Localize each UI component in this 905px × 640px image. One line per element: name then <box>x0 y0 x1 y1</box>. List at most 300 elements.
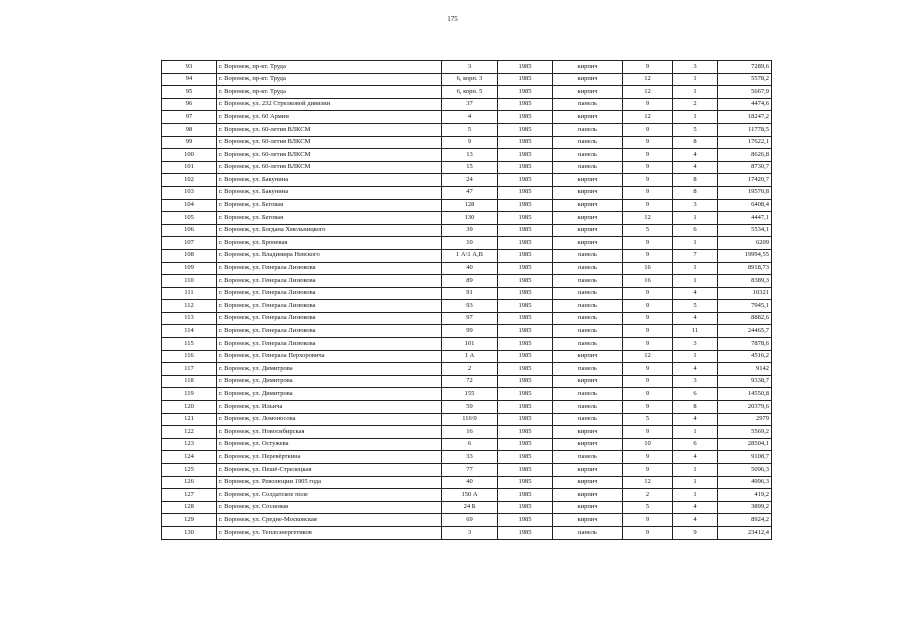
entrances-cell: 5 <box>673 300 718 313</box>
material-cell: кирпич <box>553 489 623 502</box>
year-cell: 1985 <box>498 413 553 426</box>
house-number-cell: 33 <box>442 451 498 464</box>
floors-cell: 5 <box>623 224 673 237</box>
address-cell: г. Воронеж, ул. Бакунина <box>217 186 442 199</box>
year-cell: 1985 <box>498 338 553 351</box>
row-number: 112 <box>162 300 217 313</box>
house-number-cell: 10 <box>442 237 498 250</box>
year-cell: 1985 <box>498 249 553 262</box>
floors-cell: 12 <box>623 86 673 99</box>
year-cell: 1985 <box>498 275 553 288</box>
floors-cell: 9 <box>623 338 673 351</box>
address-cell: г. Воронеж, ул. Димитрова <box>217 388 442 401</box>
entrances-cell: 4 <box>673 161 718 174</box>
house-number-cell: 39 <box>442 224 498 237</box>
material-cell: кирпич <box>553 174 623 187</box>
row-number: 120 <box>162 401 217 414</box>
address-cell: г. Воронеж, ул. Беговая <box>217 199 442 212</box>
row-number: 126 <box>162 476 217 489</box>
material-cell: панель <box>553 149 623 162</box>
table-row <box>162 526 772 539</box>
house-number-cell: 24 <box>442 174 498 187</box>
floors-cell: 12 <box>623 476 673 489</box>
area-cell: 7289,6 <box>718 61 772 74</box>
material-cell: кирпич <box>553 212 623 225</box>
area-cell: 9142 <box>718 363 772 376</box>
material-cell: кирпич <box>553 61 623 74</box>
area-cell: 5534,1 <box>718 224 772 237</box>
house-number-cell: 2 <box>442 363 498 376</box>
address-cell: г. Воронеж, ул. Генерала Лизюкова <box>217 287 442 300</box>
area-cell: 14550,8 <box>718 388 772 401</box>
house-number-cell: 3 <box>442 61 498 74</box>
floors-cell: 9 <box>623 249 673 262</box>
area-cell: 19994,55 <box>718 249 772 262</box>
table-row <box>162 312 772 325</box>
address-cell: г. Воронеж, ул. Революции 1905 года <box>217 476 442 489</box>
table-row <box>162 338 772 351</box>
material-cell: панель <box>553 123 623 136</box>
entrances-cell: 1 <box>673 275 718 288</box>
table-row <box>162 275 772 288</box>
area-cell: 7878,6 <box>718 338 772 351</box>
table-row <box>162 136 772 149</box>
row-number: 129 <box>162 514 217 527</box>
material-cell: кирпич <box>553 464 623 477</box>
area-cell: 20379,6 <box>718 401 772 414</box>
house-number-cell: 6 <box>442 438 498 451</box>
entrances-cell: 3 <box>673 199 718 212</box>
entrances-cell: 4 <box>673 312 718 325</box>
house-number-cell: 6, корп. 3 <box>442 73 498 86</box>
material-cell: панель <box>553 312 623 325</box>
year-cell: 1985 <box>498 489 553 502</box>
house-number-cell: 15 <box>442 161 498 174</box>
floors-cell: 9 <box>623 136 673 149</box>
row-number: 130 <box>162 526 217 539</box>
table-row <box>162 224 772 237</box>
material-cell: кирпич <box>553 514 623 527</box>
table-row <box>162 501 772 514</box>
floors-cell: 12 <box>623 212 673 225</box>
table-row <box>162 363 772 376</box>
row-number: 128 <box>162 501 217 514</box>
table-row <box>162 300 772 313</box>
floors-cell: 9 <box>623 401 673 414</box>
table-row <box>162 375 772 388</box>
house-number-cell: 77 <box>442 464 498 477</box>
row-number: 101 <box>162 161 217 174</box>
floors-cell: 9 <box>623 161 673 174</box>
floors-cell: 9 <box>623 312 673 325</box>
row-number: 105 <box>162 212 217 225</box>
material-cell: кирпич <box>553 476 623 489</box>
entrances-cell: 3 <box>673 61 718 74</box>
row-number: 102 <box>162 174 217 187</box>
entrances-cell: 6 <box>673 438 718 451</box>
area-cell: 17420,7 <box>718 174 772 187</box>
address-cell: г. Воронеж, ул. 60-летия ВЛКСМ <box>217 149 442 162</box>
row-number: 117 <box>162 363 217 376</box>
floors-cell: 9 <box>623 237 673 250</box>
table-row <box>162 161 772 174</box>
address-cell: г. Воронеж, ул. Генерала Лизюкова <box>217 262 442 275</box>
material-cell: кирпич <box>553 111 623 124</box>
area-cell: 8918,73 <box>718 262 772 275</box>
area-cell: 8730,7 <box>718 161 772 174</box>
year-cell: 1985 <box>498 73 553 86</box>
year-cell: 1985 <box>498 61 553 74</box>
entrances-cell: 4 <box>673 363 718 376</box>
row-number: 113 <box>162 312 217 325</box>
table-row <box>162 123 772 136</box>
table-row <box>162 388 772 401</box>
row-number: 103 <box>162 186 217 199</box>
entrances-cell: 1 <box>673 464 718 477</box>
house-number-cell: 99 <box>442 325 498 338</box>
area-cell: 8882,6 <box>718 312 772 325</box>
entrances-cell: 5 <box>673 123 718 136</box>
year-cell: 1985 <box>498 363 553 376</box>
year-cell: 1985 <box>498 451 553 464</box>
table-row <box>162 464 772 477</box>
table-row <box>162 287 772 300</box>
entrances-cell: 1 <box>673 476 718 489</box>
entrances-cell: 4 <box>673 514 718 527</box>
address-cell: г. Воронеж, ул. Перевёрткина <box>217 451 442 464</box>
address-cell: г. Воронеж, ул. 60-летия ВЛКСМ <box>217 161 442 174</box>
table-row <box>162 514 772 527</box>
entrances-cell: 1 <box>673 212 718 225</box>
area-cell: 8924,2 <box>718 514 772 527</box>
material-cell: кирпич <box>553 501 623 514</box>
row-number: 123 <box>162 438 217 451</box>
row-number: 108 <box>162 249 217 262</box>
year-cell: 1985 <box>498 149 553 162</box>
floors-cell: 9 <box>623 61 673 74</box>
floors-cell: 9 <box>623 98 673 111</box>
house-number-cell: 6, корп. 5 <box>442 86 498 99</box>
material-cell: кирпич <box>553 438 623 451</box>
year-cell: 1985 <box>498 123 553 136</box>
year-cell: 1985 <box>498 514 553 527</box>
material-cell: панель <box>553 300 623 313</box>
house-number-cell: 40 <box>442 476 498 489</box>
material-cell: панель <box>553 401 623 414</box>
row-number: 99 <box>162 136 217 149</box>
table-row <box>162 489 772 502</box>
floors-cell: 10 <box>623 438 673 451</box>
address-cell: г. Воронеж, ул. Ильича <box>217 401 442 414</box>
row-number: 107 <box>162 237 217 250</box>
year-cell: 1985 <box>498 426 553 439</box>
area-cell: 11778,5 <box>718 123 772 136</box>
floors-cell: 9 <box>623 186 673 199</box>
year-cell: 1985 <box>498 464 553 477</box>
year-cell: 1985 <box>498 86 553 99</box>
area-cell: 17622,1 <box>718 136 772 149</box>
house-number-cell: 93 <box>442 300 498 313</box>
year-cell: 1985 <box>498 401 553 414</box>
floors-cell: 9 <box>623 287 673 300</box>
year-cell: 1985 <box>498 312 553 325</box>
entrances-cell: 4 <box>673 287 718 300</box>
row-number: 122 <box>162 426 217 439</box>
entrances-cell: 1 <box>673 489 718 502</box>
floors-cell: 9 <box>623 375 673 388</box>
year-cell: 1985 <box>498 237 553 250</box>
table-row <box>162 262 772 275</box>
floors-cell: 12 <box>623 73 673 86</box>
floors-cell: 9 <box>623 464 673 477</box>
table-row <box>162 212 772 225</box>
house-number-cell: 150 А <box>442 489 498 502</box>
address-cell: г. Воронеж, пр-кт. Труда <box>217 61 442 74</box>
table-row <box>162 401 772 414</box>
row-number: 119 <box>162 388 217 401</box>
area-cell: 28504,1 <box>718 438 772 451</box>
material-cell: панель <box>553 136 623 149</box>
address-cell: г. Воронеж, пр-кт. Труда <box>217 86 442 99</box>
house-number-cell: 47 <box>442 186 498 199</box>
floors-cell: 9 <box>623 388 673 401</box>
house-number-cell: 89 <box>442 275 498 288</box>
table-row <box>162 426 772 439</box>
table-row <box>162 413 772 426</box>
area-cell: 19570,8 <box>718 186 772 199</box>
area-cell: 6408,4 <box>718 199 772 212</box>
row-number: 124 <box>162 451 217 464</box>
entrances-cell: 8 <box>673 401 718 414</box>
area-cell: 24465,7 <box>718 325 772 338</box>
area-cell: 3899,2 <box>718 501 772 514</box>
entrances-cell: 2 <box>673 98 718 111</box>
material-cell: панель <box>553 262 623 275</box>
area-cell: 5578,2 <box>718 73 772 86</box>
entrances-cell: 1 <box>673 86 718 99</box>
address-cell: г. Воронеж, ул. Генерала Лизюкова <box>217 325 442 338</box>
area-cell: 4996,3 <box>718 476 772 489</box>
house-number-cell: 1 А <box>442 350 498 363</box>
area-cell: 7945,1 <box>718 300 772 313</box>
material-cell: кирпич <box>553 224 623 237</box>
material-cell: панель <box>553 338 623 351</box>
material-cell: панель <box>553 388 623 401</box>
table-row <box>162 325 772 338</box>
year-cell: 1985 <box>498 287 553 300</box>
entrances-cell: 1 <box>673 262 718 275</box>
house-number-cell: 4 <box>442 111 498 124</box>
area-cell: 2979 <box>718 413 772 426</box>
row-number: 93 <box>162 61 217 74</box>
address-cell: г. Воронеж, ул. Владимира Невского <box>217 249 442 262</box>
material-cell: панель <box>553 325 623 338</box>
floors-cell: 2 <box>623 489 673 502</box>
entrances-cell: 6 <box>673 224 718 237</box>
material-cell: кирпич <box>553 237 623 250</box>
material-cell: кирпич <box>553 375 623 388</box>
floors-cell: 16 <box>623 275 673 288</box>
address-cell: г. Воронеж, ул. Генерала Лизюкова <box>217 338 442 351</box>
house-number-cell: 59 <box>442 401 498 414</box>
floors-cell: 9 <box>623 514 673 527</box>
floors-cell: 9 <box>623 174 673 187</box>
area-cell: 4516,2 <box>718 350 772 363</box>
table-row <box>162 73 772 86</box>
entrances-cell: 8 <box>673 186 718 199</box>
floors-cell: 9 <box>623 363 673 376</box>
area-cell: 8626,8 <box>718 149 772 162</box>
house-number-cell: 69 <box>442 514 498 527</box>
address-cell: г. Воронеж, ул. 60 Армии <box>217 111 442 124</box>
table-row <box>162 476 772 489</box>
floors-cell: 12 <box>623 111 673 124</box>
year-cell: 1985 <box>498 161 553 174</box>
row-number: 125 <box>162 464 217 477</box>
floors-cell: 5 <box>623 413 673 426</box>
material-cell: панель <box>553 275 623 288</box>
area-cell: 4447,1 <box>718 212 772 225</box>
material-cell: панель <box>553 451 623 464</box>
floors-cell: 9 <box>623 199 673 212</box>
table-row <box>162 199 772 212</box>
address-cell: г. Воронеж, ул. Димитрова <box>217 363 442 376</box>
year-cell: 1985 <box>498 375 553 388</box>
table-row <box>162 174 772 187</box>
address-cell: г. Воронеж, ул. Сосновая <box>217 501 442 514</box>
table-row <box>162 86 772 99</box>
floors-cell: 12 <box>623 350 673 363</box>
house-number-cell: 155 <box>442 388 498 401</box>
address-cell: г. Воронеж, ул. Остужева <box>217 438 442 451</box>
address-cell: г. Воронеж, ул. Беговая <box>217 212 442 225</box>
year-cell: 1985 <box>498 388 553 401</box>
area-cell: 10321 <box>718 287 772 300</box>
house-number-cell: 97 <box>442 312 498 325</box>
address-cell: г. Воронеж, ул. Пешё-Стрелецкая <box>217 464 442 477</box>
address-cell: г. Воронеж, ул. Солдатское поле <box>217 489 442 502</box>
address-cell: г. Воронеж, ул. Богдана Хмельницкого <box>217 224 442 237</box>
table-row <box>162 111 772 124</box>
area-cell: 6209 <box>718 237 772 250</box>
table-row <box>162 249 772 262</box>
row-number: 114 <box>162 325 217 338</box>
floors-cell: 9 <box>623 149 673 162</box>
material-cell: кирпич <box>553 426 623 439</box>
year-cell: 1985 <box>498 501 553 514</box>
area-cell: 23412,4 <box>718 526 772 539</box>
area-cell: 9108,7 <box>718 451 772 464</box>
material-cell: кирпич <box>553 73 623 86</box>
year-cell: 1985 <box>498 174 553 187</box>
year-cell: 1985 <box>498 350 553 363</box>
house-number-cell: 5 <box>442 123 498 136</box>
year-cell: 1985 <box>498 111 553 124</box>
entrances-cell: 4 <box>673 149 718 162</box>
year-cell: 1985 <box>498 526 553 539</box>
house-number-cell: 3 <box>442 526 498 539</box>
entrances-cell: 4 <box>673 451 718 464</box>
address-cell: г. Воронеж, ул. 60-летия ВЛКСМ <box>217 123 442 136</box>
floors-cell: 16 <box>623 262 673 275</box>
year-cell: 1985 <box>498 438 553 451</box>
house-number-cell: 40 <box>442 262 498 275</box>
row-number: 118 <box>162 375 217 388</box>
material-cell: панель <box>553 161 623 174</box>
table-row <box>162 98 772 111</box>
material-cell: панель <box>553 98 623 111</box>
row-number: 115 <box>162 338 217 351</box>
house-number-cell: 24 Б <box>442 501 498 514</box>
table-row <box>162 61 772 74</box>
entrances-cell: 1 <box>673 426 718 439</box>
year-cell: 1985 <box>498 224 553 237</box>
house-number-cell: 1 А\1 А,В <box>442 249 498 262</box>
entrances-cell: 4 <box>673 413 718 426</box>
floors-cell: 9 <box>623 300 673 313</box>
table-row <box>162 350 772 363</box>
address-cell: г. Воронеж, ул. Бакунина <box>217 174 442 187</box>
entrances-cell: 8 <box>673 136 718 149</box>
house-number-cell: 116\9 <box>442 413 498 426</box>
address-cell: г. Воронеж, ул. Средне-Московская <box>217 514 442 527</box>
entrances-cell: 1 <box>673 350 718 363</box>
house-number-cell: 91 <box>442 287 498 300</box>
area-cell: 9338,7 <box>718 375 772 388</box>
row-number: 109 <box>162 262 217 275</box>
area-cell: 5569,2 <box>718 426 772 439</box>
material-cell: панель <box>553 413 623 426</box>
row-number: 111 <box>162 287 217 300</box>
table-row <box>162 438 772 451</box>
row-number: 106 <box>162 224 217 237</box>
entrances-cell: 7 <box>673 249 718 262</box>
row-number: 116 <box>162 350 217 363</box>
row-number: 94 <box>162 73 217 86</box>
address-cell: г. Воронеж, ул. 60-летия ВЛКСМ <box>217 136 442 149</box>
address-cell: г. Воронеж, ул. Генерала Лизюкова <box>217 312 442 325</box>
entrances-cell: 8 <box>673 174 718 187</box>
material-cell: кирпич <box>553 350 623 363</box>
row-number: 121 <box>162 413 217 426</box>
row-number: 98 <box>162 123 217 136</box>
row-number: 96 <box>162 98 217 111</box>
row-number: 110 <box>162 275 217 288</box>
housing-registry-table <box>161 60 772 540</box>
year-cell: 1985 <box>498 212 553 225</box>
year-cell: 1985 <box>498 186 553 199</box>
house-number-cell: 9 <box>442 136 498 149</box>
area-cell: 18247,2 <box>718 111 772 124</box>
address-cell: г. Воронеж, ул. Генерала Лизюкова <box>217 300 442 313</box>
address-cell: г. Воронеж, ул. Теплоэнергетиков <box>217 526 442 539</box>
entrances-cell: 1 <box>673 111 718 124</box>
entrances-cell: 11 <box>673 325 718 338</box>
area-cell: 419,2 <box>718 489 772 502</box>
house-number-cell: 130 <box>442 212 498 225</box>
entrances-cell: 9 <box>673 526 718 539</box>
entrances-cell: 1 <box>673 237 718 250</box>
address-cell: г. Воронеж, ул. Димитрова <box>217 375 442 388</box>
house-number-cell: 101 <box>442 338 498 351</box>
entrances-cell: 3 <box>673 338 718 351</box>
address-cell: г. Воронеж, ул. Генерала Лизюкова <box>217 275 442 288</box>
address-cell: г. Воронеж, ул. Генерала Перхоровича <box>217 350 442 363</box>
year-cell: 1985 <box>498 300 553 313</box>
floors-cell: 9 <box>623 123 673 136</box>
floors-cell: 5 <box>623 501 673 514</box>
year-cell: 1985 <box>498 136 553 149</box>
